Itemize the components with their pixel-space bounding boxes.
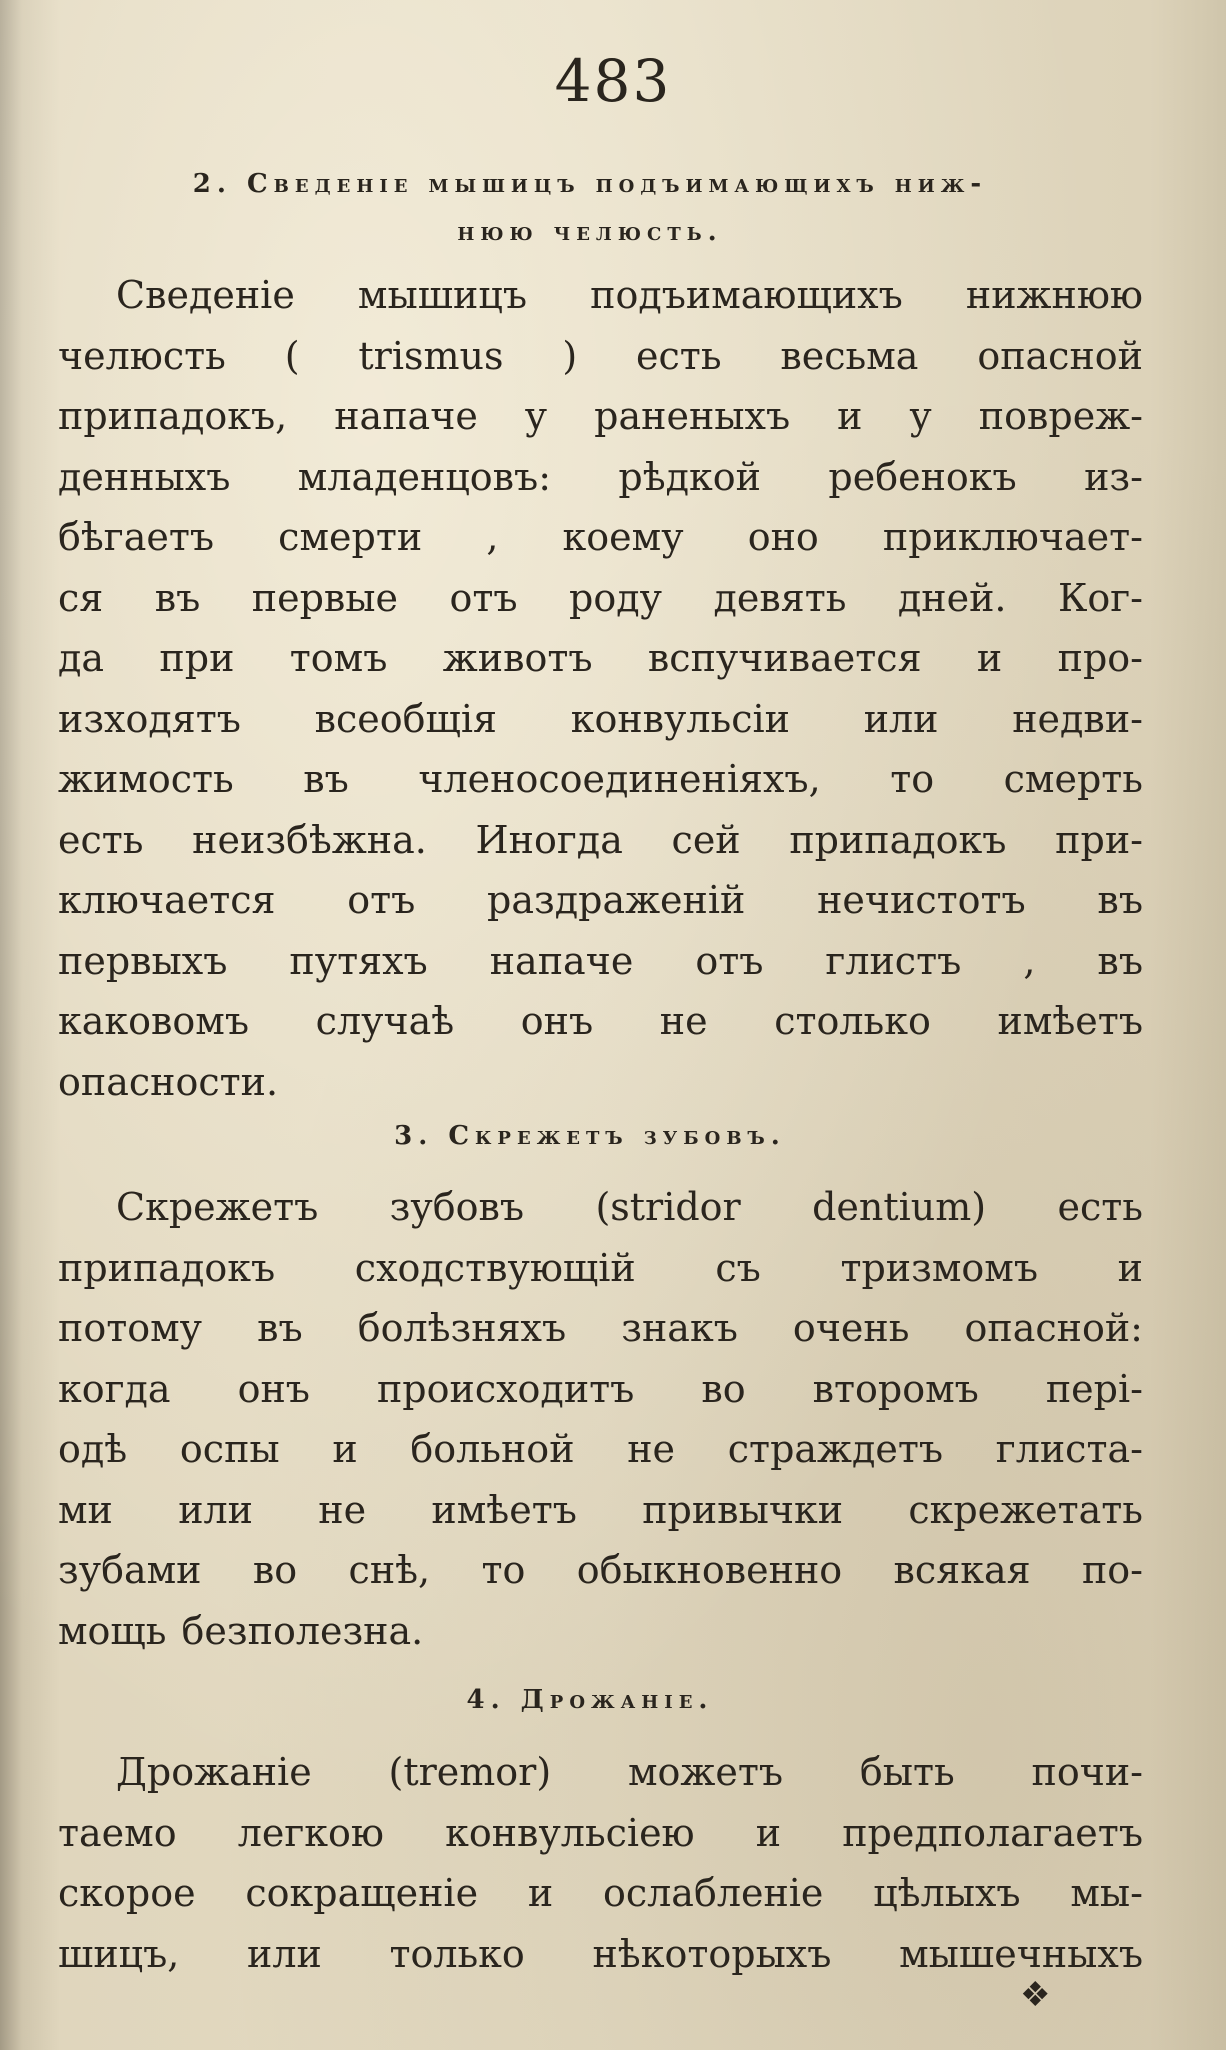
text-line: когда онъ происходитъ во второмъ пері- bbox=[58, 1366, 1143, 1411]
text-line: Сведеніе мышицъ подъимающихъ нижнюю bbox=[116, 273, 1143, 317]
text-line: денныхъ младенцовъ: рѣдкой ребенокъ из- bbox=[58, 454, 1143, 499]
text-line: изходятъ всеобщія конвульсіи или недви- bbox=[58, 696, 1143, 741]
text-line: скорое сокращеніе и ослабленіе цѣлыхъ мы- bbox=[58, 1871, 1143, 1915]
text-line: каковомъ случаѣ онъ не столько имѣетъ bbox=[58, 999, 1143, 1043]
section-heading-line: 3. Скрежетъ зубовъ. bbox=[394, 1121, 786, 1151]
text-line: припадокъ, напаче у раненыхъ и у повреж- bbox=[58, 394, 1143, 438]
text-line: да при томъ животъ вспучивается и про- bbox=[58, 636, 1143, 680]
text-line: ключается отъ раздраженій нечистотъ въ bbox=[58, 878, 1143, 922]
paragraph-tremor bbox=[58, 1742, 1143, 1984]
text-line: потому въ болѣзняхъ знакъ очень опасной: bbox=[58, 1306, 1143, 1350]
ornament-icon: ❖ bbox=[1020, 1975, 1051, 2015]
text-line: шицъ, или только нѣкоторыхъ мышечныхъ bbox=[58, 1931, 1143, 1976]
text-line: таемо легкою конвульсіею и предполагаетъ bbox=[58, 1810, 1143, 1855]
section-heading-trismus bbox=[90, 160, 1090, 256]
text-line: бѣгаетъ смерти , коему оно приключает- bbox=[58, 515, 1143, 559]
text-line: зубами во снѣ, то обыкновенно всякая по- bbox=[58, 1548, 1143, 1592]
text-line: Скрежетъ зубовъ (stridor dentium) есть bbox=[116, 1185, 1143, 1229]
text-line: мощь безполезна. bbox=[58, 1608, 424, 1653]
paragraph-teeth-grinding bbox=[58, 1177, 1143, 1661]
section-heading-line: 2. Сведеніе мышицъ подъимающихъ ниж- bbox=[192, 169, 988, 199]
text-line: припадокъ сходствующій съ тризмомъ и bbox=[58, 1245, 1143, 1290]
page-number: 483 bbox=[554, 47, 672, 115]
text-line: ся въ первые отъ роду девять дней. Ког- bbox=[58, 575, 1143, 620]
text-line: первыхъ путяхъ напаче отъ глистъ , въ bbox=[58, 938, 1143, 983]
paragraph-trismus bbox=[58, 265, 1143, 1112]
section-heading-tremor bbox=[90, 1676, 1090, 1724]
text-line: Дрожаніе (tremor) можетъ быть почи- bbox=[116, 1750, 1143, 1794]
text-line: челюсть ( trismus ) есть весьма опасной bbox=[58, 333, 1143, 378]
text-line: жимость въ членосоединеніяхъ, то смерть bbox=[58, 757, 1143, 801]
text-line: есть неизбѣжна. Иногда сей припадокъ при- bbox=[58, 817, 1143, 862]
text-line: одѣ оспы и больной не страждетъ глиста- bbox=[58, 1427, 1143, 1471]
text-line: опасности. bbox=[58, 1059, 279, 1104]
section-heading-line: нюю челюсть. bbox=[457, 217, 723, 247]
text-line: ми или не имѣетъ привычки скрежетать bbox=[58, 1487, 1143, 1532]
section-heading-teeth-grinding bbox=[90, 1112, 1090, 1160]
section-heading-line: 4. Дрожаніе. bbox=[466, 1685, 714, 1715]
